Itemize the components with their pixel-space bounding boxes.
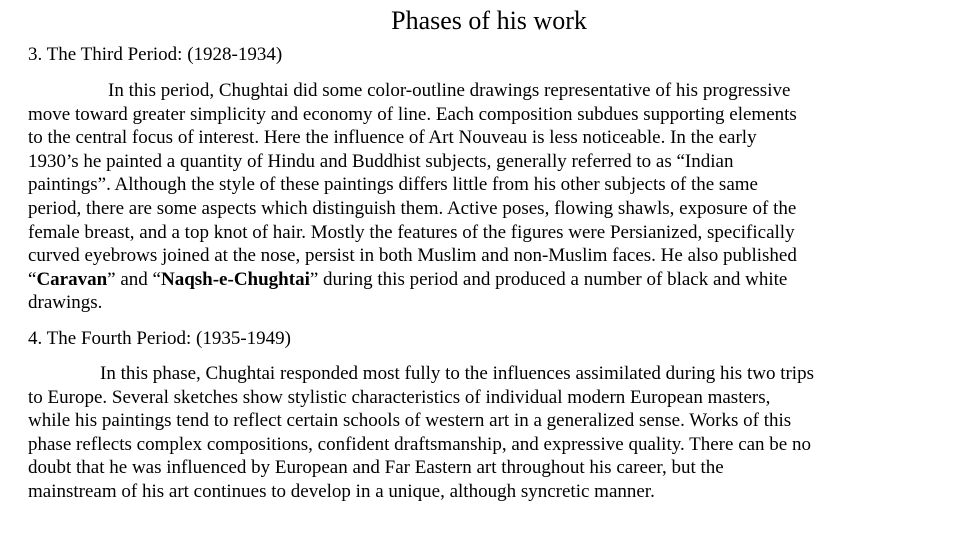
book-title-naqsh-e-chughtai: Naqsh-e-Chughtai [160,268,310,290]
quote-open: “ [28,268,37,290]
paragraph-line: In this phase, Chughtai responded most fully to the influences assimilated during his two trips [100,363,814,384]
paragraph-line: female breast, and a top knot of hair. Mostly the features of the figures were Persianized, specifically [28,221,795,243]
paragraph-line: drawings. [28,292,103,314]
slide-title: Phases of his work [391,6,587,35]
paragraph-line: while his paintings tend to reflect certain schools of western art in a generalized sense. Works of this [28,410,792,432]
quote-text: ” and “ [107,268,161,290]
paragraph-line: paintings”. Although the style of these paintings differs little from his other subjects of the same [28,174,758,196]
paragraph-line: to Europe. Several sketches show stylistic characteristics of individual modern European masters, [28,386,771,408]
paragraph-line: to the central focus of interest. Here the influence of Art Nouveau is less noticeable. In the early [28,127,757,149]
paragraph-line: phase reflects complex compositions, confident draftsmanship, and expressive quality. There can be no [28,433,811,455]
paragraph-line: mainstream of his art continues to develop in a unique, although syncretic manner. [28,480,655,502]
book-title-caravan: Caravan [36,268,108,290]
paragraph-line: 1930’s he painted a quantity of Hindu and Buddhist subjects, generally referred to as “Indian [28,150,734,172]
paragraph-fourth-period [28,362,958,504]
paragraph-line: doubt that he was influenced by European and Far Eastern art throughout his career, but the [28,457,724,479]
paragraph-line: In this period, Chughtai did some color-outline drawings representative of his progressive [108,80,791,101]
paragraph-third-period [28,79,958,315]
paragraph-line: curved eyebrows joined at the nose, persist in both Muslim and non-Muslim faces. He also published [28,245,797,267]
paragraph-line: period, there are some aspects which distinguish them. Active poses, flowing shawls, exposure of the [28,197,797,219]
section-heading-third-period: 3. The Third Period: (1928-1934) [28,44,283,65]
paragraph-line: move toward greater simplicity and economy of line. Each composition subdues supporting elements [28,103,797,125]
section-heading-fourth-period: 4. The Fourth Period: (1935-1949) [28,328,291,349]
quote-text: ” during this period and produced a number of black and white [309,268,788,290]
paragraph-line [28,268,958,292]
